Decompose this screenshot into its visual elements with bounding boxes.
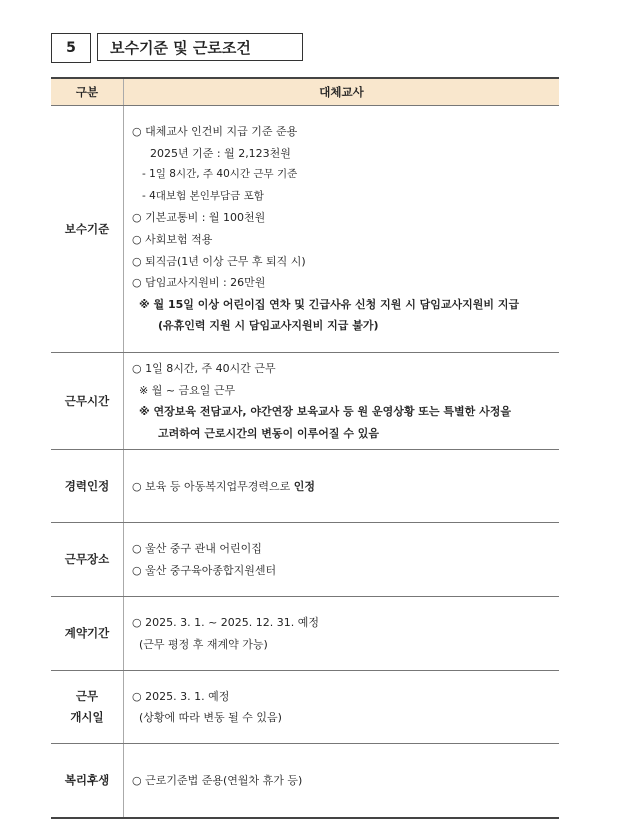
table-row bbox=[51, 523, 559, 597]
row-label bbox=[51, 523, 124, 597]
row-label-text: 근무장소 bbox=[64, 552, 110, 567]
content-line: (근무 평정 후 재계약 가능) bbox=[139, 637, 268, 651]
row-content bbox=[124, 353, 560, 450]
header-category: 구분 bbox=[51, 78, 124, 106]
note-line: ※ 월 15일 이상 어린이집 연차 및 긴급사유 신청 지원 시 담임교사지원비 지급 bbox=[139, 297, 520, 311]
row-label-text: 개시일 bbox=[70, 710, 104, 725]
row-label bbox=[51, 671, 124, 744]
conditions-table bbox=[51, 77, 559, 819]
row-label bbox=[51, 597, 124, 671]
row-content bbox=[124, 597, 560, 671]
row-content bbox=[124, 744, 560, 818]
career-recognized-text: 인정 bbox=[293, 479, 315, 493]
note-line: (유휴인력 지원 시 담임교사지원비 지급 불가) bbox=[158, 319, 379, 333]
row-content bbox=[124, 450, 560, 523]
row-label-text: 근무시간 bbox=[64, 393, 110, 408]
note-line: 고려하여 근로시간의 변동이 이루어질 수 있음 bbox=[158, 426, 380, 440]
content-line: ○ 1일 8시간, 주 40시간 근무 bbox=[132, 362, 276, 375]
content-line: ○ 2025. 3. 1. ~ 2025. 12. 31. 예정 bbox=[132, 616, 319, 630]
content-line: ○ 대체교사 인건비 지급 기준 준용 bbox=[132, 125, 298, 139]
content-line: ○ 담임교사지원비 : 26만원 bbox=[132, 276, 266, 290]
section-number: 5 bbox=[51, 33, 91, 63]
note-line: ※ 연장보육 전담교사, 야간연장 보육교사 등 원 운영상황 또는 특별한 사정을 bbox=[139, 405, 511, 419]
row-label-text: 경력인정 bbox=[64, 478, 110, 493]
row-label-text: 계약기간 bbox=[64, 626, 110, 641]
content-line: ○ 울산 중구육아종합지원센터 bbox=[132, 563, 277, 577]
row-content bbox=[124, 106, 560, 353]
row-label bbox=[51, 450, 124, 523]
row-label-text: 근무 bbox=[75, 689, 99, 704]
note-line: ※ 월 ~ 금요일 근무 bbox=[139, 383, 236, 397]
content-line: ○ 2025. 3. 1. 예정 bbox=[132, 689, 230, 703]
header-substitute-teacher: 대체교사 bbox=[124, 78, 560, 106]
row-label bbox=[51, 744, 124, 818]
table-row bbox=[51, 353, 559, 450]
row-label-text: 복리후생 bbox=[64, 773, 110, 788]
table-row bbox=[51, 450, 559, 523]
table-row bbox=[51, 744, 559, 818]
content-line: ○ 울산 중구 관내 어린이집 bbox=[132, 542, 262, 556]
content-line: ○ 사회보험 적용 bbox=[132, 233, 213, 246]
content-line bbox=[132, 476, 551, 498]
section-title: 보수기준 및 근로조건 bbox=[97, 33, 303, 61]
row-label bbox=[51, 353, 124, 450]
career-text: ○ 보육 등 아동복지업무경력으로 bbox=[132, 479, 294, 493]
row-label bbox=[51, 106, 124, 353]
content-line: (상황에 따라 변동 될 수 있음) bbox=[139, 711, 282, 725]
content-line: ○ 퇴직금(1년 이상 근무 후 퇴직 시) bbox=[132, 254, 306, 268]
table-row bbox=[51, 671, 559, 744]
content-line: ○ 근로기준법 준용(연월차 휴가 등) bbox=[132, 773, 303, 787]
row-label-text: 보수기준 bbox=[64, 221, 110, 236]
row-content bbox=[124, 523, 560, 597]
content-line: ○ 기본교통비 : 월 100천원 bbox=[132, 211, 266, 225]
table-row bbox=[51, 597, 559, 671]
table-row bbox=[51, 106, 559, 353]
table-header-row bbox=[51, 78, 559, 106]
row-content bbox=[124, 671, 560, 744]
content-line: - 1일 8시간, 주 40시간 근무 기준 bbox=[142, 168, 298, 181]
content-line: 2025년 기준 : 월 2,123천원 bbox=[150, 146, 291, 160]
content-line: - 4대보험 본인부담금 포함 bbox=[142, 189, 264, 202]
